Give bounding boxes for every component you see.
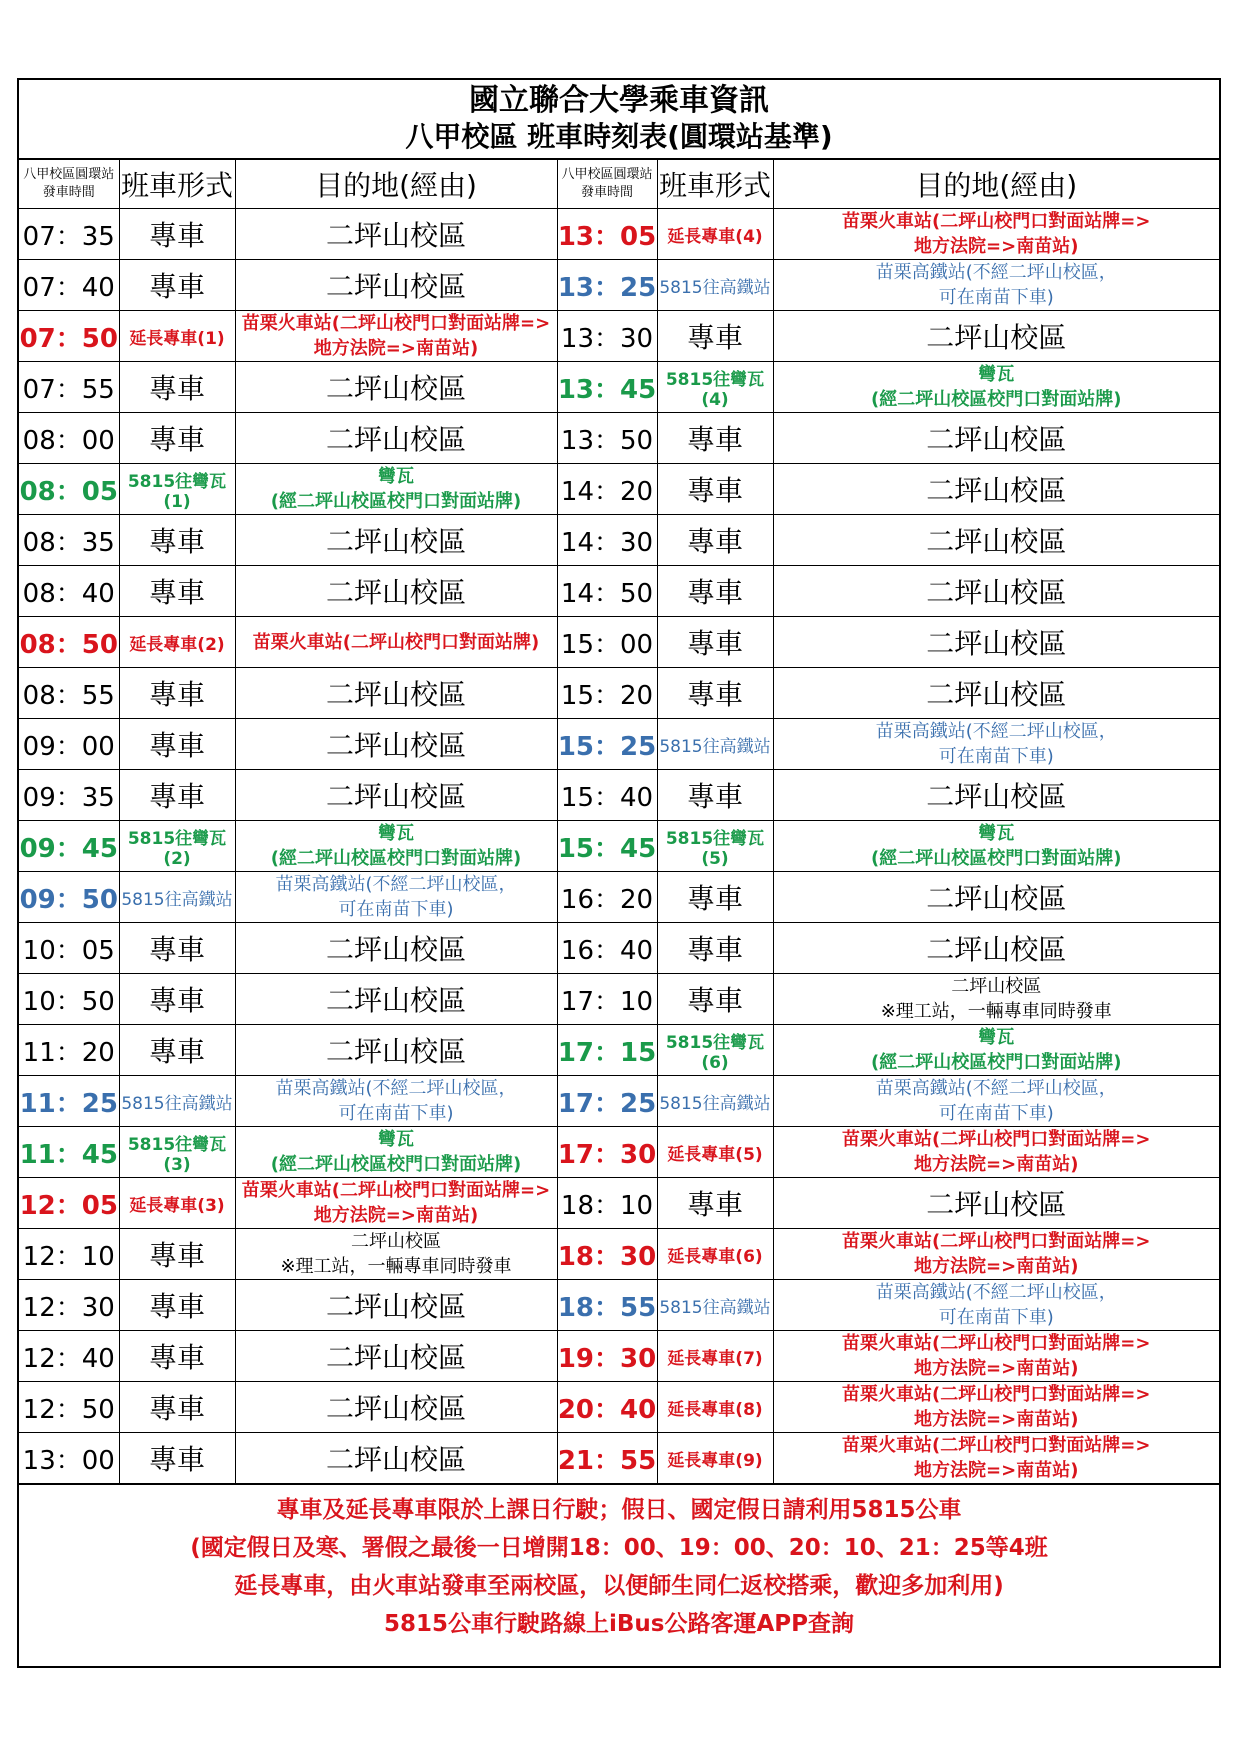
departure-time: 08：40 — [19, 566, 119, 617]
bus-type: 專車 — [119, 209, 235, 260]
destination-line: 二坪山校區 — [325, 1290, 466, 1323]
departure-time: 08：55 — [19, 668, 119, 719]
schedule-row — [19, 821, 1219, 872]
destination-line: 二坪山校區 — [325, 270, 466, 303]
bus-type: 5815往高鐵站 — [119, 1076, 235, 1127]
destination-line: 彎瓦 — [378, 466, 414, 487]
destination-line: 苗栗火車站(二坪山校門口對面站牌) — [252, 631, 540, 653]
departure-time: 13：45 — [557, 362, 657, 413]
bus-type: 專車 — [119, 1280, 235, 1331]
bus-type: 延長專車(2) — [119, 617, 235, 668]
bus-type: 專車 — [119, 1229, 235, 1280]
schedule-row — [19, 1127, 1219, 1178]
departure-time: 17：25 — [557, 1076, 657, 1127]
bus-type: 專車 — [657, 464, 773, 515]
destination-line: 地方法院=>南苗站) — [313, 338, 479, 359]
schedule-row — [19, 1025, 1219, 1076]
departure-time: 09：45 — [19, 821, 119, 872]
destination-line: 二坪山校區 — [926, 1188, 1067, 1221]
departure-time: 09：00 — [19, 719, 119, 770]
departure-time: 18：30 — [557, 1229, 657, 1280]
departure-time: 15：00 — [557, 617, 657, 668]
destination-line: 二坪山校區 — [325, 933, 466, 966]
destination — [773, 1280, 1219, 1331]
departure-time: 20：40 — [557, 1382, 657, 1433]
destination-line: 可在南苗下車) — [338, 899, 454, 920]
departure-time: 11：25 — [19, 1076, 119, 1127]
header-time-bottom-right: 發車時間 — [580, 185, 633, 200]
schedule-row — [19, 1076, 1219, 1127]
destination — [235, 617, 557, 668]
destination — [773, 1025, 1219, 1076]
bus-type: 專車 — [657, 770, 773, 821]
departure-time: 14：20 — [557, 464, 657, 515]
destination-line: 二坪山校區 — [325, 576, 466, 609]
destination-line: 可在南苗下車) — [938, 1103, 1054, 1124]
destination-line: 二坪山校區 — [325, 372, 466, 405]
destination-line: ※理工站，一輛專車同時發車 — [880, 1001, 1112, 1022]
title-block — [19, 80, 1219, 159]
bus-type: 5815往彎瓦(2) — [119, 821, 235, 872]
destination-line: 苗栗高鐵站(不經二坪山校區， — [275, 1078, 517, 1099]
note-line: 專車及延長專車限於上課日行駛；假日、國定假日請利用5815公車 — [276, 1497, 962, 1523]
destination-line: 可在南苗下車) — [938, 746, 1054, 767]
departure-time: 08：00 — [19, 413, 119, 464]
bus-type: 專車 — [657, 515, 773, 566]
destination-line: 二坪山校區 — [926, 576, 1067, 609]
destination — [773, 515, 1219, 566]
destination — [235, 1280, 557, 1331]
bus-type: 延長專車(6) — [657, 1229, 773, 1280]
main-title: 國立聯合大學乘車資訊 — [469, 83, 769, 118]
destination-line: (經二坪山校區校門口對面站牌) — [871, 1052, 1122, 1073]
destination — [773, 770, 1219, 821]
destination — [773, 668, 1219, 719]
departure-time: 13：30 — [557, 311, 657, 362]
destination-line: (經二坪山校區校門口對面站牌) — [270, 848, 522, 869]
destination-line: 苗栗高鐵站(不經二坪山校區， — [875, 1282, 1117, 1303]
departure-time: 12：40 — [19, 1331, 119, 1382]
destination-line: 二坪山校區 — [926, 321, 1067, 354]
bus-type: 5815往彎瓦(6) — [657, 1025, 773, 1076]
bus-type: 延長專車(3) — [119, 1178, 235, 1229]
schedule-row — [19, 1280, 1219, 1331]
bus-type: 專車 — [119, 566, 235, 617]
bus-type: 專車 — [657, 617, 773, 668]
departure-time: 16：40 — [557, 923, 657, 974]
destination — [773, 1127, 1219, 1178]
schedule-table — [19, 159, 1219, 1484]
destination-line: 可在南苗下車) — [338, 1103, 454, 1124]
destination — [235, 209, 557, 260]
destination — [235, 362, 557, 413]
destination-line: 苗栗火車站(二坪山校門口對面站牌=> — [241, 313, 551, 334]
destination-line: 苗栗火車站(二坪山校門口對面站牌=> — [241, 1180, 551, 1201]
bus-type: 5815往彎瓦(4) — [657, 362, 773, 413]
departure-time: 14：30 — [557, 515, 657, 566]
schedule-row — [19, 770, 1219, 821]
departure-time: 07：50 — [19, 311, 119, 362]
header-time-bottom: 發車時間 — [42, 185, 95, 200]
schedule-row — [19, 311, 1219, 362]
departure-time: 08：50 — [19, 617, 119, 668]
destination-line: 苗栗火車站(二坪山校門口對面站牌=> — [842, 1333, 1151, 1354]
departure-time: 15：40 — [557, 770, 657, 821]
bus-type: 專車 — [119, 1331, 235, 1382]
destination-line: 彎瓦 — [378, 1129, 414, 1150]
schedule-row — [19, 923, 1219, 974]
departure-time: 11：45 — [19, 1127, 119, 1178]
destination — [235, 821, 557, 872]
destination — [773, 1433, 1219, 1484]
departure-time: 17：15 — [557, 1025, 657, 1076]
destination — [235, 1433, 557, 1484]
destination-line: 二坪山校區 — [926, 933, 1067, 966]
destination — [235, 1382, 557, 1433]
departure-time: 10：50 — [19, 974, 119, 1025]
bus-type: 專車 — [119, 362, 235, 413]
destination-line: 地方法院=>南苗站) — [914, 1358, 1079, 1379]
schedule-row — [19, 1229, 1219, 1280]
schedule-row — [19, 413, 1219, 464]
destination — [235, 1229, 557, 1280]
bus-type: 5815往高鐵站 — [657, 260, 773, 311]
destination-line: 二坪山校區 — [325, 1341, 466, 1374]
destination-line: 二坪山校區 — [926, 780, 1067, 813]
header-dest-right: 目的地(經由) — [773, 160, 1219, 209]
destination-line: 二坪山校區 — [325, 678, 466, 711]
schedule-row — [19, 362, 1219, 413]
bus-type: 專車 — [657, 974, 773, 1025]
header-time-right — [557, 160, 657, 209]
destination-line: 二坪山校區 — [325, 729, 466, 762]
destination-line: 二坪山校區 — [325, 1392, 466, 1425]
schedule-row — [19, 617, 1219, 668]
destination-line: 地方法院=>南苗站) — [914, 1409, 1079, 1430]
destination — [235, 1076, 557, 1127]
bus-type: 延長專車(4) — [657, 209, 773, 260]
bus-type: 專車 — [119, 413, 235, 464]
destination — [773, 719, 1219, 770]
destination — [773, 617, 1219, 668]
destination-line: 二坪山校區 — [926, 678, 1067, 711]
schedule-row — [19, 464, 1219, 515]
destination — [773, 260, 1219, 311]
destination-line: 苗栗高鐵站(不經二坪山校區， — [875, 1078, 1117, 1099]
destination-line: 苗栗高鐵站(不經二坪山校區， — [875, 262, 1117, 283]
departure-time: 12：05 — [19, 1178, 119, 1229]
destination-line: 彎瓦 — [978, 1027, 1015, 1048]
header-time-top: 八甲校區圓環站 — [23, 167, 115, 182]
bus-type: 專車 — [119, 260, 235, 311]
destination — [773, 209, 1219, 260]
header-dest: 目的地(經由) — [235, 160, 557, 209]
destination-line: 二坪山校區 — [926, 423, 1067, 456]
destination-line: 苗栗火車站(二坪山校門口對面站牌=> — [842, 1435, 1151, 1456]
schedule-row — [19, 1331, 1219, 1382]
departure-time: 12：50 — [19, 1382, 119, 1433]
departure-time: 19：30 — [557, 1331, 657, 1382]
destination-line: 二坪山校區 — [351, 1231, 441, 1252]
departure-time: 18：10 — [557, 1178, 657, 1229]
bus-type: 專車 — [119, 515, 235, 566]
departure-time: 11：20 — [19, 1025, 119, 1076]
destination — [773, 464, 1219, 515]
destination-line: 二坪山校區 — [325, 525, 466, 558]
schedule-row — [19, 566, 1219, 617]
destination-line: 地方法院=>南苗站) — [914, 1154, 1079, 1175]
departure-time: 13：50 — [557, 413, 657, 464]
destination — [773, 1076, 1219, 1127]
destination — [235, 1025, 557, 1076]
destination — [235, 1127, 557, 1178]
destination — [235, 770, 557, 821]
bus-type: 延長專車(1) — [119, 311, 235, 362]
destination — [235, 464, 557, 515]
destination-line: 彎瓦 — [378, 823, 414, 844]
destination-line: 彎瓦 — [978, 823, 1015, 844]
schedule-row — [19, 260, 1219, 311]
departure-time: 09：35 — [19, 770, 119, 821]
destination — [773, 1382, 1219, 1433]
destination-line: (經二坪山校區校門口對面站牌) — [871, 389, 1122, 410]
destination — [235, 311, 557, 362]
bus-type: 專車 — [119, 923, 235, 974]
schedule-row — [19, 1178, 1219, 1229]
destination-line: 二坪山校區 — [926, 525, 1067, 558]
schedule-row — [19, 872, 1219, 923]
bus-type: 5815往高鐵站 — [657, 1280, 773, 1331]
schedule-row — [19, 209, 1219, 260]
departure-time: 13：00 — [19, 1433, 119, 1484]
destination-line: 苗栗高鐵站(不經二坪山校區， — [275, 874, 517, 895]
destination — [235, 1178, 557, 1229]
header-type: 班車形式 — [119, 160, 235, 209]
bus-type: 5815往彎瓦(1) — [119, 464, 235, 515]
departure-time: 13：05 — [557, 209, 657, 260]
departure-time: 08：35 — [19, 515, 119, 566]
sub-title: 八甲校區 班車時刻表(圓環站基準) — [405, 120, 833, 153]
bus-type: 專車 — [657, 413, 773, 464]
bus-type: 5815往高鐵站 — [119, 872, 235, 923]
schedule-row — [19, 1382, 1219, 1433]
departure-time: 12：10 — [19, 1229, 119, 1280]
destination-line: 苗栗高鐵站(不經二坪山校區， — [875, 721, 1117, 742]
bus-type: 延長專車(5) — [657, 1127, 773, 1178]
departure-time: 08：05 — [19, 464, 119, 515]
departure-time: 12：30 — [19, 1280, 119, 1331]
bus-type: 5815往高鐵站 — [657, 1076, 773, 1127]
schedule-row — [19, 1433, 1219, 1484]
schedule-body — [19, 160, 1219, 1484]
bus-type: 延長專車(9) — [657, 1433, 773, 1484]
destination — [235, 566, 557, 617]
departure-time: 17：30 — [557, 1127, 657, 1178]
destination-line: 地方法院=>南苗站) — [914, 236, 1079, 257]
destination — [773, 821, 1219, 872]
destination-line: (經二坪山校區校門口對面站牌) — [270, 1154, 522, 1175]
departure-time: 15：25 — [557, 719, 657, 770]
bus-type: 專車 — [657, 872, 773, 923]
destination — [773, 1229, 1219, 1280]
destination-line: 苗栗火車站(二坪山校門口對面站牌=> — [842, 1231, 1151, 1252]
note-line: (國定假日及寒、署假之最後一日增開18：00、19：00、20：10、21：25等4班 — [190, 1535, 1048, 1561]
schedule-row — [19, 668, 1219, 719]
destination — [235, 923, 557, 974]
destination-line: 彎瓦 — [978, 364, 1015, 385]
departure-time: 07：55 — [19, 362, 119, 413]
timetable-sheet — [17, 78, 1221, 1668]
destination-line: 二坪山校區 — [325, 1443, 466, 1476]
destination — [773, 566, 1219, 617]
note-line: 延長專車，由火車站發車至兩校區，以便師生同仁返校搭乘，歡迎多加利用) — [234, 1573, 1004, 1599]
destination — [235, 413, 557, 464]
destination-line: 地方法院=>南苗站) — [914, 1460, 1079, 1481]
bus-type: 專車 — [119, 974, 235, 1025]
departure-time: 10：05 — [19, 923, 119, 974]
header-time-top-right: 八甲校區圓環站 — [561, 167, 653, 182]
departure-time: 09：50 — [19, 872, 119, 923]
destination — [235, 974, 557, 1025]
destination-line: 可在南苗下車) — [938, 287, 1054, 308]
destination-line: (經二坪山校區校門口對面站牌) — [871, 848, 1122, 869]
destination — [235, 515, 557, 566]
destination-line: 地方法院=>南苗站) — [914, 1256, 1079, 1277]
departure-time: 13：25 — [557, 260, 657, 311]
destination-line: 二坪山校區 — [325, 780, 466, 813]
destination — [235, 1331, 557, 1382]
schedule-row — [19, 515, 1219, 566]
destination — [773, 362, 1219, 413]
departure-time: 15：45 — [557, 821, 657, 872]
destination — [773, 1331, 1219, 1382]
header-type-right: 班車形式 — [657, 160, 773, 209]
destination-line: 苗栗火車站(二坪山校門口對面站牌=> — [842, 211, 1151, 232]
destination — [235, 260, 557, 311]
bus-type: 專車 — [657, 923, 773, 974]
departure-time: 16：20 — [557, 872, 657, 923]
destination-line: 二坪山校區 — [926, 882, 1067, 915]
destination — [773, 923, 1219, 974]
bus-type: 5815往高鐵站 — [657, 719, 773, 770]
destination — [773, 311, 1219, 362]
destination — [235, 668, 557, 719]
destination-line: 苗栗火車站(二坪山校門口對面站牌=> — [842, 1129, 1151, 1150]
departure-time: 07：40 — [19, 260, 119, 311]
departure-time: 18：55 — [557, 1280, 657, 1331]
destination-line: 二坪山校區 — [325, 219, 466, 252]
destination — [773, 413, 1219, 464]
bus-type: 專車 — [119, 1382, 235, 1433]
departure-time: 15：20 — [557, 668, 657, 719]
destination — [235, 872, 557, 923]
destination — [773, 872, 1219, 923]
notes-block — [19, 1484, 1219, 1643]
destination — [773, 1178, 1219, 1229]
schedule-row — [19, 719, 1219, 770]
departure-time: 07：35 — [19, 209, 119, 260]
schedule-row — [19, 974, 1219, 1025]
destination-line: 二坪山校區 — [325, 423, 466, 456]
destination-line: 可在南苗下車) — [938, 1307, 1054, 1328]
header-row — [19, 160, 1219, 209]
bus-type: 專車 — [657, 311, 773, 362]
destination — [235, 719, 557, 770]
bus-type: 專車 — [119, 1025, 235, 1076]
destination-line: 二坪山校區 — [926, 474, 1067, 507]
destination-line: 二坪山校區 — [325, 984, 466, 1017]
bus-type: 專車 — [119, 719, 235, 770]
note-line: 5815公車行駛路線上iBus公路客運APP查詢 — [383, 1611, 854, 1637]
bus-type: 專車 — [119, 668, 235, 719]
destination-line: 苗栗火車站(二坪山校門口對面站牌=> — [842, 1384, 1151, 1405]
departure-time: 21：55 — [557, 1433, 657, 1484]
bus-type: 延長專車(8) — [657, 1382, 773, 1433]
destination-line: 二坪山校區 — [926, 627, 1067, 660]
destination-line: 二坪山校區 — [325, 1035, 466, 1068]
departure-time: 17：10 — [557, 974, 657, 1025]
destination-line: (經二坪山校區校門口對面站牌) — [270, 491, 522, 512]
bus-type: 專車 — [119, 1433, 235, 1484]
bus-type: 5815往彎瓦(5) — [657, 821, 773, 872]
destination-line: 地方法院=>南苗站) — [313, 1205, 479, 1226]
bus-type: 專車 — [657, 1178, 773, 1229]
destination — [773, 974, 1219, 1025]
header-time — [19, 160, 119, 209]
bus-type: 延長專車(7) — [657, 1331, 773, 1382]
destination-line: 二坪山校區 — [951, 976, 1042, 997]
bus-type: 專車 — [119, 770, 235, 821]
bus-type: 5815往彎瓦(3) — [119, 1127, 235, 1178]
departure-time: 14：50 — [557, 566, 657, 617]
destination-line: ※理工站，一輛專車同時發車 — [280, 1256, 512, 1277]
bus-type: 專車 — [657, 566, 773, 617]
bus-type: 專車 — [657, 668, 773, 719]
